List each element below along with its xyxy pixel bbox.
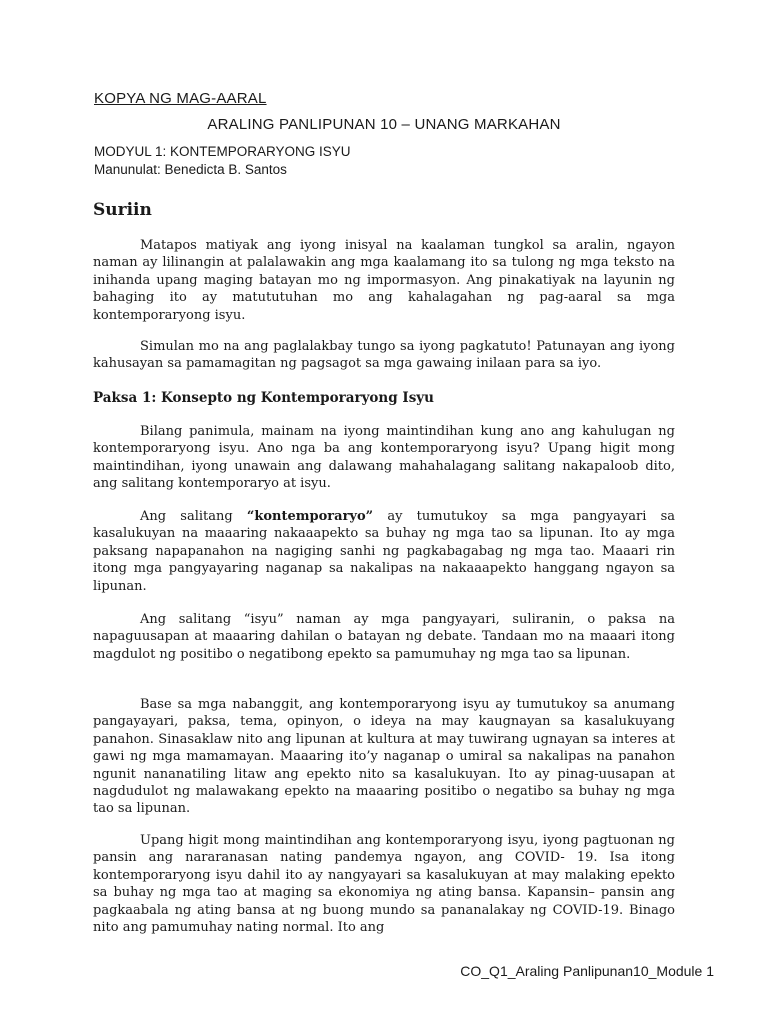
kontemporaryo-term: “kontemporaryo” bbox=[246, 509, 374, 524]
section-heading: Suriin bbox=[93, 200, 152, 220]
p4-lead: Ang salitang bbox=[140, 509, 247, 524]
subject-title: ARALING PANLIPUNAN 10 – UNANG MARKAHAN bbox=[207, 116, 561, 133]
author-line: Manunulat: Benedicta B. Santos bbox=[94, 162, 287, 177]
paragraph-intro-1: Matapos matiyak ang iyong inisyal na kaalaman tungkol sa aralin, ngayon naman ay lilinangin at palalawakin ang mga kaalamang ito sa tulong ng mga teksto na inihanda upang maging batayan mo ng impormasyon. Ang pinakatiyak na layunin ng bahaging ito ay matututuhan mo ang kahalagahan ng pag-aaral sa mga kontemporaryong isyu. bbox=[93, 238, 675, 323]
paragraph-covid: Upang higit mong maintindihan ang kontemporaryong isyu, iyong pagtuonan ng pansin ang nararanasan nating pandemya ngayon, ang COVID- 19. Isa itong kontemporaryong isyu dahil ito ay nangyayari sa kasalukuyan at may malaking epekto sa buhay ng mga tao at maging sa ekonomiya ng ating bansa. Kapansin– pansin ang pagkaabala ng ating bansa at ng buong mundo sa pananalakay ng COVID-19. Binago nito ang pamumuhay nating normal. Ito ang bbox=[93, 833, 675, 936]
paragraph-kahulugan: Base sa mga nabanggit, ang kontemporaryong isyu ay tumutukoy sa anumang pangayayari, paksa, tema, opinyon, o ideya na may kaugnayan sa kasalukuyang panahon. Sinasaklaw nito ang lipunan at kultura at may tuwirang ugnayan sa interes at gawi ng mga mamamayan. Maaaring ito’y naganap o umiral sa nakalipas na panahon ngunit nananatiling litaw ang epekto nito sa kasalukuyan. Ito ay pinag-uusapan at nagdudulot ng malawakang epekto na maaaring positibo o negatibo sa buhay ng mga tao sa lipunan. bbox=[93, 697, 675, 817]
paragraph-isyu: Ang salitang “isyu” naman ay mga pangyayari, suliranin, o paksa na napaguusapan at maaaring dahilan o batayan ng debate. Tandaan mo na maaari itong magdulot ng positibo o negatibong epekto sa pamumuhay ng mga tao sa lipunan. bbox=[93, 612, 675, 662]
paragraph-definition-intro: Bilang panimula, mainam na iyong maintindihan kung ano ang kahulugan ng kontemporaryong isyu. Ano nga ba ang kontemporaryong isyu? Upang higit mong maintindihan, iyong unawain ang dalawang mahahalagang salitang nakapaloob dito, ang salitang kontemporaryo at isyu. bbox=[93, 424, 675, 492]
paragraph-kontemporaryo bbox=[93, 508, 675, 595]
paragraph-intro-2: Simulan mo na ang paglalakbay tungo sa iyong pagkatuto! Patunayan ang iyong kahusayan sa pamamagitan ng pagsagot sa mga gawaing inilaan para sa iyo. bbox=[93, 339, 675, 372]
page-footer: CO_Q1_Araling Panlipunan10_Module 1 bbox=[460, 963, 714, 979]
module-line: MODYUL 1: KONTEMPORARYONG ISYU bbox=[94, 144, 351, 159]
p4-rest: ay tumutukoy sa mga pangyayari sa kasalukuyan na maaaring nakaaapekto sa buhay ng mga tao sa lipunan. Ito ay mga paksang napapanahon na nagiging sanhi ng pagkabagabag ng mga tao. Maaari rin itong mga pangyayaring naganap sa nakalipas na nakaaapekto hanggang ngayon sa lipunan. bbox=[93, 509, 675, 594]
topic-heading: Paksa 1: Konsepto ng Kontemporaryong Isyu bbox=[93, 390, 434, 406]
module-info bbox=[94, 143, 351, 179]
copy-label: KOPYA NG MAG-AARAL bbox=[94, 90, 267, 107]
